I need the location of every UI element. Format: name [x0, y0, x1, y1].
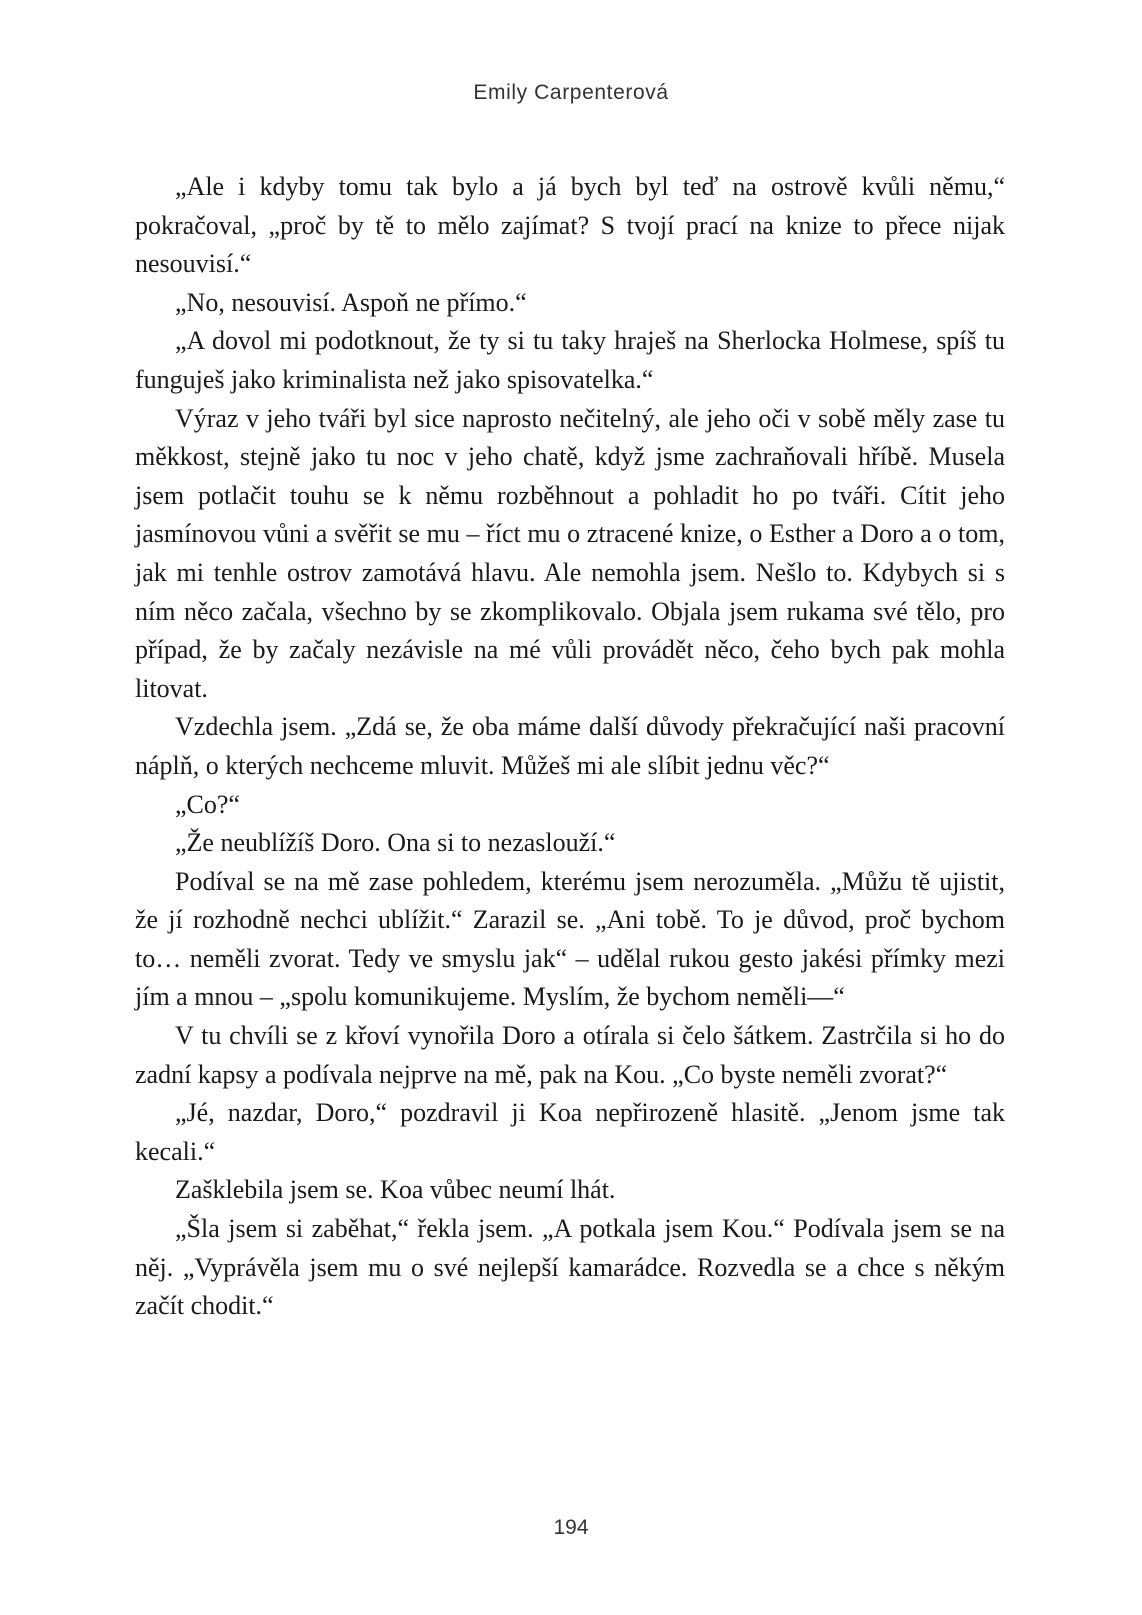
running-head-author: Emily Carpenterová — [473, 81, 669, 104]
paragraph: Výraz v jeho tváři byl sice naprosto nečitelný, ale jeho oči v sobě měly zase tu měkkost, stejně jako tu noc v jeho chatě, když jsme zachraňovali hříbě. Musela jsem potlačit touhu se k němu rozběhnout a pohladit ho po tváři. Cítit jeho jasmínovou vůni a svěřit se mu – říct mu o ztracené knize, o Esther a Doro a o tom, jak mi tenhle ostrov zamotává hlavu. Ale nemohla jsem. Nešlo to. Kdybych si s ním něco začala, všechno by se zkomplikovalo. Objala jsem rukama své tělo, pro případ, že by začaly nezávisle na mé vůli provádět něco, čeho bych pak mohla litovat. — [135, 403, 1005, 703]
page-number: 194 — [553, 1516, 589, 1539]
paragraph: „No, nesouvisí. Aspoň ne přímo.“ — [175, 287, 527, 317]
paragraph: „Že neublížíš Doro. Ona si to nezaslouží.“ — [175, 828, 616, 858]
body-text — [135, 168, 1005, 1326]
paragraph: Podíval se na mě zase pohledem, kterému jsem nerozuměla. „Můžu tě ujistit, že jí rozhodně nechci ublížit.“ Zarazil se. „Ani tobě. To je důvod, proč bychom to… neměli zvorat. Tedy ve smyslu jak“ – udělal rukou gesto jakési přímky mezi jím a mnou – „spolu komunikujeme. Myslím, že bychom neměli—“ — [135, 866, 1005, 1012]
paragraph: Vzdechla jsem. „Zdá se, že oba máme další důvody překračující naši pracovní náplň, o kterých nechceme mluvit. Můžeš mi ale slíbit jednu věc?“ — [135, 712, 1005, 780]
paragraph: Zašklebila jsem se. Koa vůbec neumí lhát. — [175, 1175, 616, 1205]
paragraph: „Šla jsem si zaběhat,“ řekla jsem. „A potkala jsem Kou.“ Podívala jsem se na něj. „Vyprávěla jsem mu o své nejlepší kamarádce. Rozvedla se a chce s někým začít chodit.“ — [135, 1214, 1005, 1321]
paragraph: „Jé, nazdar, Doro,“ pozdravil ji Koa nepřirozeně hlasitě. „Jenom jsme tak kecali.“ — [135, 1098, 1005, 1166]
paragraph: „A dovol mi podotknout, že ty si tu taky hraješ na Sherlocka Holmese, spíš tu funguješ jako kriminalista než jako spisovatelka.“ — [135, 326, 1005, 394]
paragraph: V tu chvíli se z křoví vynořila Doro a otírala si čelo šátkem. Zastrčila si ho do zadní kapsy a podívala nejprve na mě, pak na Kou. „Co byste neměli zvorat?“ — [135, 1021, 1005, 1089]
paragraph: „Co?“ — [175, 789, 240, 819]
paragraph: „Ale i kdyby tomu tak bylo a já bych byl teď na ostrově kvůli němu,“ pokračoval, „proč by tě to mělo zajímat? S tvojí prací na knize to přece nijak nesouvisí.“ — [135, 172, 1005, 279]
